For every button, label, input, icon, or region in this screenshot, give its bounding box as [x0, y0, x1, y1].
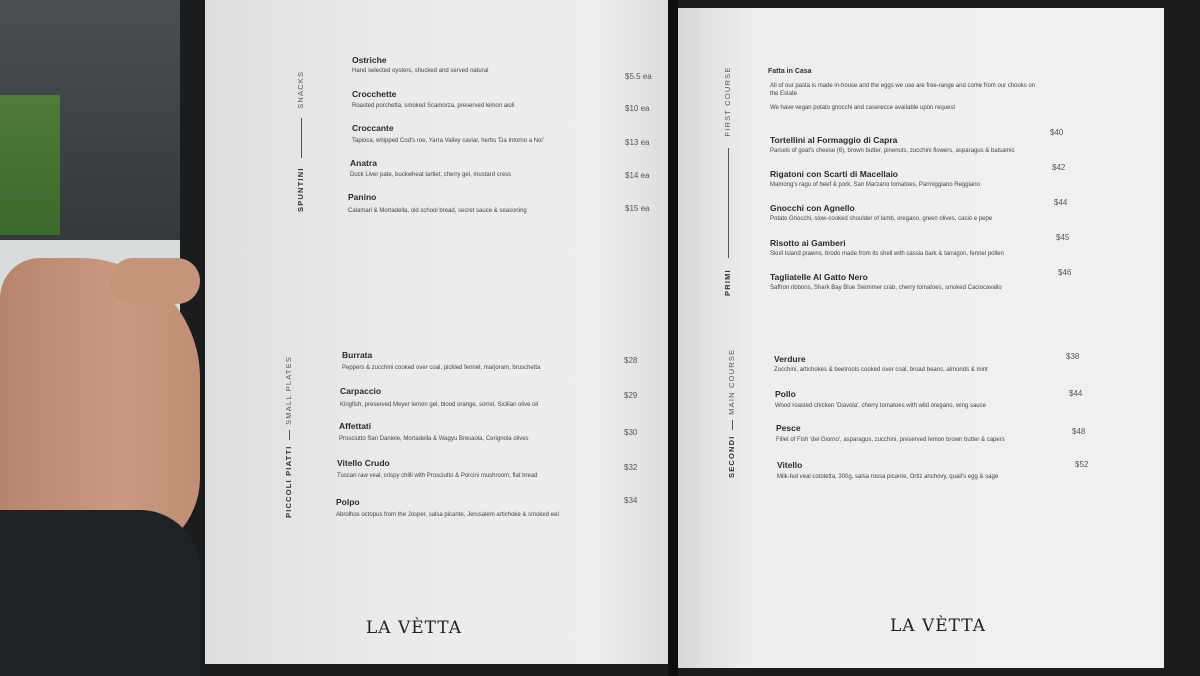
dish-price: $13 ea — [625, 138, 650, 147]
dish-name: Pollo — [775, 389, 796, 399]
dish-name: Vitello Crudo — [337, 458, 390, 468]
dish-name: Verdure — [774, 354, 806, 364]
dish-price: $52 — [1075, 460, 1089, 469]
section-label-piccoli-piatti — [284, 356, 293, 518]
intro-title: Fatta in Casa — [768, 68, 812, 75]
dish-name: Burrata — [342, 350, 373, 360]
intro-text: All of our pasta is made in-house and the eggs we use are free-range and come from our chooks on the Estate — [770, 83, 1036, 97]
intro-text-vegan: We have vegan potato gnocchi and caserecce available upon request — [770, 105, 956, 111]
dish-desc: Prosciutto San Daniele, Mortadella & Wagyu Bresaola, Cerignola olives — [339, 436, 529, 442]
dish-desc: Calamari & Mortadella, old school bread, secret sauce & seasoning — [348, 208, 527, 214]
section-label-secondi — [727, 349, 736, 478]
dish-price: $28 — [624, 356, 638, 365]
dish-desc: Abrolhos octopus from the Josper, salsa picante, Jerusalem artichoke & smoked eel — [336, 512, 559, 518]
dish-desc: Kingfish, preserved Meyer lemon gel, blood orange, sorrel, Sicilian olive oil — [340, 402, 539, 408]
dish-desc: Roasted porchetta, smoked Scamorza, preserved lemon aioli — [352, 103, 515, 109]
menu-spine — [668, 0, 678, 676]
dish-price: $44 — [1069, 389, 1083, 398]
grass-outside — [0, 95, 60, 235]
dish-desc: Duck Liver pate, buckwheat tartlet, cherry gel, mustard cress — [350, 172, 512, 178]
dish-desc: Potato Gnocchi, slow-cooked shoulder of lamb, oregano, green olives, cacio e pepe — [770, 216, 993, 222]
dish-price: $10 ea — [625, 104, 650, 113]
dish-desc: Tuscan raw veal, crispy chilli with Prosciutto & Porcini mushroom, flat bread — [337, 473, 538, 479]
dish-desc: Peppers & zucchini cooked over coal, pickled fennel, marjoram, bruschetta — [342, 365, 541, 371]
section-title: SECONDI — [727, 435, 736, 478]
section-subtitle: MAIN COURSE — [727, 348, 736, 415]
jacket-sleeve — [0, 510, 200, 676]
dish-price: $44 — [1054, 198, 1068, 207]
dish-price: $5.5 ea — [625, 72, 652, 81]
dish-name: Affettati — [339, 421, 372, 431]
dish-desc: Parcels of goat's cheese (6), brown butter, pinenuts, zucchini flowers, asparagus & balsamic — [770, 148, 1015, 154]
dish-name: Pesce — [776, 423, 801, 433]
dish-name: Ostriche — [352, 55, 387, 65]
dish-name: Gnocchi con Agnello — [770, 203, 855, 213]
dish-desc: Milk-fed veal cotoletta, 300g, salsa rossa picante, Ortiz anchovy, quail's egg & sage — [777, 474, 999, 480]
dish-price: $46 — [1058, 268, 1072, 277]
brand-logo-right: LA VÈTTA — [890, 616, 986, 636]
section-title: PICCOLI PIATTI — [284, 445, 293, 518]
dish-price: $29 — [624, 391, 638, 400]
dish-desc: Zucchini, artichokes & beetroots cooked over coal, broad beans, almonds & mint — [774, 367, 988, 373]
section-title: SPUNTINI — [296, 167, 305, 212]
dish-name: Risotto ai Gamberi — [770, 238, 846, 248]
dish-price: $40 — [1050, 128, 1064, 137]
dish-name: Tortellini al Formaggio di Capra — [770, 135, 898, 145]
thumb — [110, 258, 200, 304]
dish-price: $30 — [624, 428, 638, 437]
dish-price: $38 — [1066, 352, 1080, 361]
dish-price: $48 — [1072, 427, 1086, 436]
dish-price: $45 — [1056, 233, 1070, 242]
dish-price: $42 — [1052, 163, 1066, 172]
dish-desc: Saffron ribbons, Shark Bay Blue Swimmer crab, cherry tomatoes, smoked Caciocavallo — [770, 285, 1002, 291]
section-subtitle: SMALL PLATES — [284, 355, 293, 425]
section-label-primi — [723, 66, 732, 296]
menu-page-left — [205, 0, 670, 664]
dish-desc: Fillet of Fish 'del Giorno', asparagus, zucchini, preserved lemon brown butter & capers — [776, 437, 1005, 443]
dish-desc: Wood roasted chicken 'Diavola', cherry tomatoes with wild oregano, wing sauce — [775, 403, 986, 409]
dish-price: $15 ea — [625, 204, 650, 213]
dish-name: Vitello — [777, 460, 803, 470]
dish-name: Tagliatelle Al Gatto Nero — [770, 272, 868, 282]
dish-name: Rigatoni con Scarti di Macellaio — [770, 169, 898, 179]
dish-name: Croccante — [352, 123, 394, 133]
dish-name: Crocchette — [352, 89, 397, 99]
section-title: PRIMI — [723, 269, 732, 296]
dish-price: $32 — [624, 463, 638, 472]
dish-desc: Skull Island prawns, brodo made from its shell with cassia bark & tarragon, fennel pollen — [770, 251, 1004, 257]
dish-name: Polpo — [336, 497, 360, 507]
brand-logo-left: LA VÈTTA — [366, 618, 462, 638]
dish-desc: Hand selected oysters, shucked and served natural — [352, 68, 489, 74]
dish-price: $14 ea — [625, 171, 650, 180]
section-subtitle: SNACKS — [296, 70, 305, 109]
dish-desc: Mamong's ragu of beef & pork, San Marzano tomatoes, Parmiggiano Reggiano — [770, 182, 980, 188]
dish-name: Panino — [348, 192, 377, 202]
section-label-spuntini — [296, 71, 305, 212]
dish-price: $34 — [624, 496, 638, 505]
dish-name: Carpaccio — [340, 386, 382, 396]
section-subtitle: FIRST COURSE — [723, 66, 732, 137]
dish-desc: Tapioca, whipped Cod's roe, Yarra Valley caviar, herbs 'Da Intorno a Noi' — [352, 138, 544, 144]
dish-name: Anatra — [350, 158, 377, 168]
